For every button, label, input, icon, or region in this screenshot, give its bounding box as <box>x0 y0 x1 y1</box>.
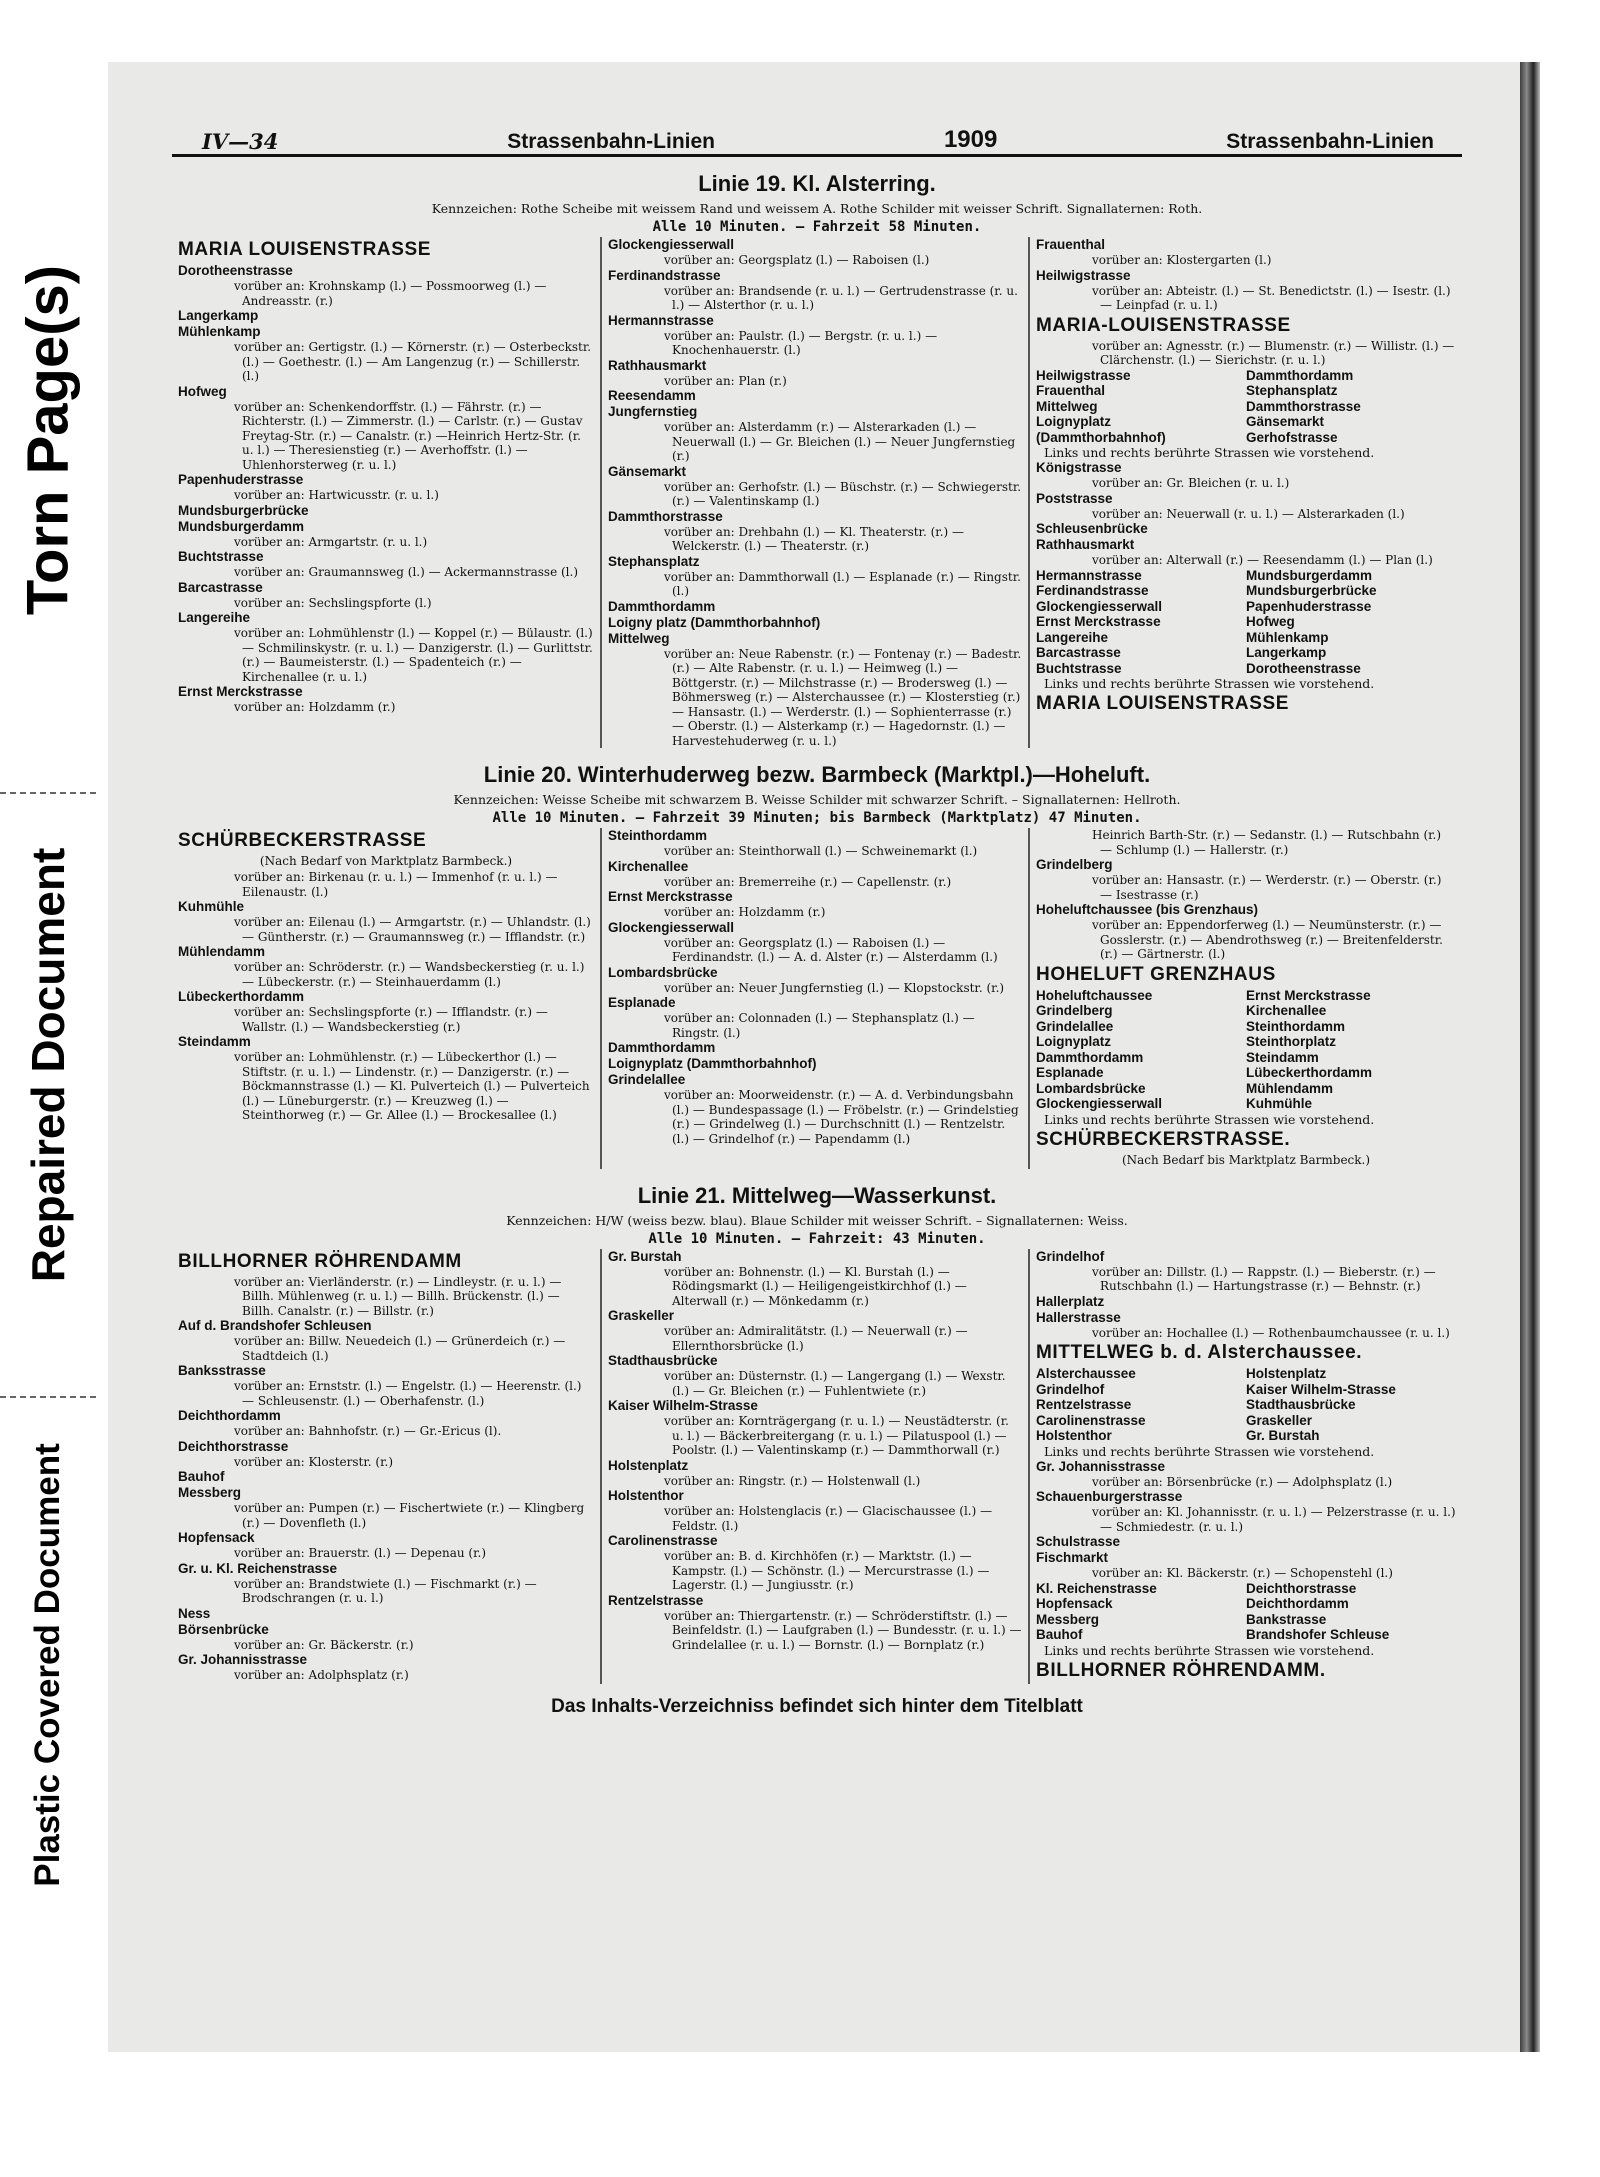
stop-name: Papenhuderstrasse <box>178 472 304 487</box>
page-content <box>172 120 1462 1718</box>
passing-streets: vorüber an: Holzdamm (r.) <box>234 700 396 714</box>
stop-name: Mittelweg <box>608 630 670 646</box>
scanned-page <box>108 62 1520 2052</box>
stop-name: Dammthordamm <box>608 598 716 614</box>
stop-name: Grindelhof <box>1036 1381 1105 1397</box>
stop-name: Ferdinandstrasse <box>608 267 721 283</box>
timetable-sections <box>172 171 1462 1684</box>
stop-name: Börsenbrücke <box>178 1621 269 1637</box>
line-title: Linie 19. Kl. Alsterring. <box>698 171 936 196</box>
passing-streets: vorüber an: Pumpen (r.) — Fischertwiete (r.) — Klingberg (r.) — Dovenfleth (l.) <box>234 1501 585 1530</box>
stop-name: Königstrasse <box>1036 460 1122 475</box>
passing-streets: Heinrich Barth-Str. (r.) — Sedanstr. (l.) — Rutschbahn (r.) — Schlump (l.) — Hallerstr. (r.) <box>1092 828 1442 857</box>
stop-name: Holstenthor <box>608 1488 684 1503</box>
passing-streets: vorüber an: Holstenglacis (r.) — Glacischaussee (l.) — Feldstr. (l.) <box>664 1504 993 1533</box>
stop-name: Hallerplatz <box>1036 1293 1105 1309</box>
passing-streets: vorüber an: Thiergartenstr. (r.) — Schröderstiftstr. (l.) — Beinfeldstr. (l.) — Laufgraben (l.) — Bundesstr. (r. u. l.) — Grindelallee (r. u. l.) — Bornstr. (l.) — Bornplatz (r.) <box>664 1608 1022 1652</box>
stop-name: Lombardsbrücke <box>1036 1080 1146 1096</box>
passing-streets: vorüber an: Georgsplatz (l.) — Raboisen (l.) <box>664 253 930 267</box>
stop-name: Schauenburgerstrasse <box>1036 1489 1183 1504</box>
terminus-note: (Nach Bedarf bis Marktplatz Barmbeck.) <box>1121 1152 1371 1167</box>
stop-name: Grindelallee <box>608 1072 686 1087</box>
route-column <box>600 828 1030 1169</box>
stop-name: Langerkamp <box>178 308 259 323</box>
stop-name: Rathhausmarkt <box>608 357 707 373</box>
stop-name: Jungfernstieg <box>608 404 698 419</box>
stop-name: Hofweg <box>1246 614 1295 629</box>
book-spine-edge <box>1518 62 1540 2052</box>
stop-name: Schulstrasse <box>1036 1534 1121 1549</box>
passing-streets: vorüber an: Neuerwall (r. u. l.) — Alsterarkaden (l.) <box>1092 506 1405 521</box>
passing-streets: vorüber an: Ernststr. (l.) — Engelstr. (l.) — Heerenstr. (l.) — Schleusenstr. (l.) — Oberhafenstr. (l.) <box>234 1379 582 1408</box>
stop-name: Ness <box>178 1605 211 1621</box>
sidebar-divider <box>0 1396 96 1398</box>
route-column <box>1030 828 1462 1169</box>
stop-name: Stadthausbrücke <box>1246 1397 1356 1412</box>
stop-name: Dammthordamm <box>1246 367 1354 383</box>
passing-streets: vorüber an: Klostergarten (l.) <box>1092 253 1272 267</box>
stop-name: Mühlendamm <box>178 944 266 959</box>
stop-name: Gr. Johannisstrasse <box>1036 1458 1166 1474</box>
stop-name: Kaiser Wilhelm-Strasse <box>1246 1381 1396 1397</box>
stop-name: Ernst Merckstrasse <box>608 889 733 904</box>
return-stops-list <box>1036 988 1456 1112</box>
stop-name: Kirchenallee <box>608 858 689 874</box>
terminus-name: BILLHORNER RÖHRENDAMM <box>178 1250 462 1272</box>
route-column <box>172 237 600 748</box>
passing-streets: vorüber an: Gr. Bleichen (r. u. l.) <box>1092 476 1290 490</box>
stop-name: Mundsburgerbrücke <box>1246 583 1377 598</box>
passing-streets: vorüber an: Schenkendorffstr. (l.) — Fährstr. (r.) — Richterstr. (l.) — Zimmerstr. (l.) — Carlstr. (r.) — Gustav Freytag-Str. (r.) — Canalstr. (r.) —Heinrich Hertz-Str. (r. u. l.) — Theresienstieg (r.) — Averhoffstr. (l.) — Uhlenhorsterweg (r. u. l.) <box>234 399 583 472</box>
return-stops-list <box>1036 1581 1456 1643</box>
route-column <box>172 1249 600 1684</box>
stop-name: Heilwigstrasse <box>1036 367 1131 383</box>
stop-name: Auf d. Brandshofer Schleusen <box>178 1318 372 1333</box>
terminus-name: MITTELWEG b. d. Alsterchaussee. <box>1036 1342 1363 1363</box>
route-columns <box>172 828 1462 1169</box>
line-title: Linie 21. Mittelweg—Wasserkunst. <box>637 1182 997 1208</box>
line-section <box>172 762 1462 1169</box>
stop-name: Poststrasse <box>1036 490 1113 506</box>
terminus-name: BILLHORNER RÖHRENDAMM. <box>1036 1659 1326 1681</box>
passing-streets: vorüber an: Hartwicusstr. (r. u. l.) <box>234 488 439 502</box>
stop-name: Langereihe <box>1036 629 1109 645</box>
stop-name: Glockengiesserwall <box>608 237 735 252</box>
route-column <box>600 237 1030 748</box>
passing-streets: vorüber an: Graumannsweg (l.) — Ackermannstrasse (l.) <box>234 565 579 579</box>
passing-streets: vorüber an: B. d. Kirchhöfen (r.) — Marktstr. (l.) — Kampstr. (l.) — Schönstr. (l.) — Mercurstrasse (l.) — Lagerstr. (l.) — Jungiusstr. (r.) <box>664 1549 990 1592</box>
running-header <box>172 120 1462 157</box>
stop-name: Dorotheenstrasse <box>178 263 293 278</box>
stop-name: Gänsemarkt <box>608 463 687 479</box>
stop-name: Brandshofer Schleuse <box>1246 1627 1390 1642</box>
line-section <box>172 1183 1462 1684</box>
passing-streets: vorüber an: Eppendorferweg (l.) — Neumünsterstr. (r.) — Gosslerstr. (r.) — Abendrothsweg (r.) — Breitenfelderstr. (r.) — Gärtnerstr. (l.) <box>1092 918 1443 961</box>
passing-streets: vorüber an: Steinthorwall (l.) — Schweinemarkt (l.) <box>664 844 978 858</box>
stop-name: Lübeckerthordamm <box>1246 1065 1373 1080</box>
stop-name: Ernst Merckstrasse <box>1036 614 1161 629</box>
line-frequency: Alle 10 Minuten. – Fahrzeit: 43 Minuten. <box>648 1230 986 1247</box>
stop-name: Gr. Burstah <box>1246 1428 1320 1443</box>
stop-name: Barcastrasse <box>1036 645 1121 660</box>
stop-name: Steindamm <box>178 1034 251 1049</box>
footer-note: Das Inhalts-Verzeichniss befindet sich hinter dem Titelblatt <box>551 1695 1083 1717</box>
terminus-name: MARIA LOUISENSTRASSE <box>1036 693 1290 714</box>
stop-name: Stadthausbrücke <box>608 1353 718 1368</box>
stop-name: Hermannstrasse <box>1036 567 1142 583</box>
passing-streets: vorüber an: Gertigstr. (l.) — Körnerstr. (r.) — Osterbeckstr. (l.) — Goethestr. (l.) — Am Langenzug (r.) — Schillerstr. (l.) <box>234 340 592 383</box>
stop-name: Holstenplatz <box>1246 1366 1327 1381</box>
stop-name: Grindelberg <box>1036 857 1113 872</box>
passing-streets: vorüber an: Holzdamm (r.) <box>664 905 826 919</box>
stop-name: Deichthorstrasse <box>1246 1580 1357 1596</box>
stop-name: Ferdinandstrasse <box>1036 583 1149 598</box>
passing-streets: vorüber an: Dillstr. (l.) — Rappstr. (l.) — Bieberstr. (r.) — Rutschbahn (l.) — Hartungstrasse (r.) — Behnstr. (r.) <box>1092 1264 1436 1293</box>
line-identifiers: Kennzeichen: Rothe Scheibe mit weissem Rand und weissem A. Rothe Schilder mit weisser Schrift. Signallaternen: Roth. <box>431 201 1203 216</box>
passing-streets: vorüber an: Gr. Bäckerstr. (r.) <box>234 1637 414 1652</box>
passing-streets: vorüber an: Börsenbrücke (r.) — Adolphsplatz (l.) <box>1092 1474 1393 1489</box>
stop-name: Kl. Reichenstrasse <box>1036 1580 1157 1596</box>
return-route-note: Links und rechts berührte Strassen wie vorstehend. <box>1044 676 1375 691</box>
passing-streets: vorüber an: Kornträgergang (r. u. l.) — Neustädterstr. (r. u. l.) — Bäckerbreitergang (r. u. l.) — Pilatuspool (l.) — Poolstr. (l.) — Valentinskamp (r.) — Dammthorwall (r.) <box>664 1414 1009 1457</box>
route-column <box>172 828 600 1169</box>
stop-name: Kirchenallee <box>1246 1003 1327 1018</box>
document-condition-sidebar <box>0 0 96 2177</box>
passing-streets: vorüber an: Neuer Jungfernstieg (l.) — Klopstockstr. (r.) <box>664 980 1005 995</box>
line-frequency: Alle 10 Minuten. – Fahrzeit 58 Minuten. <box>652 219 982 235</box>
stop-name: Deichthordamm <box>1246 1596 1349 1611</box>
passing-streets: vorüber an: Georgsplatz (l.) — Raboisen (l.) — Ferdinandstr. (l.) — A. d. Alster (r.) — Alsterdamm (l.) <box>664 935 998 964</box>
stop-name: Gerhofstrasse <box>1246 429 1338 445</box>
route-column <box>600 1249 1030 1684</box>
return-route-note: Links und rechts berührte Strassen wie vorstehend. <box>1044 445 1375 460</box>
passing-streets: vorüber an: Moorweidenstr. (r.) — A. d. Verbindungsbahn (l.) — Bundespassage (l.) — Fröbelstr. (r.) — Grindelstieg (r.) — Grindelweg (l.) — Durchschnitt (l.) — Rentzelstr. (l.) — Grindelhof (r.) — Papendamm (l.) <box>664 1088 1019 1146</box>
page-number: IV—34 <box>202 129 279 154</box>
stop-name: Lübeckerthordamm <box>178 989 305 1004</box>
stop-name: Loignyplatz (Dammthorbahnhof) <box>608 1056 817 1071</box>
stop-name: Mühlenkamp <box>178 324 261 339</box>
terminus-note: (Nach Bedarf von Marktplatz Barmbeck.) <box>259 854 513 868</box>
terminus-name: MARIA LOUISENSTRASSE <box>178 239 432 260</box>
passing-streets: vorüber an: Birkenau (r. u. l.) — Immenhof (r. u. l.) — Eilenaustr. (l.) <box>234 870 558 899</box>
stop-name: Messberg <box>1036 1611 1100 1627</box>
stop-name: Hoheluftchaussee (bis Grenzhaus) <box>1036 902 1259 917</box>
stop-name: Deichthordamm <box>178 1408 281 1423</box>
passing-streets: vorüber an: Ringstr. (r.) — Holstenwall (l.) <box>664 1473 921 1488</box>
stop-name: (Dammthorbahnhof) <box>1036 429 1166 445</box>
stop-name: Graskeller <box>1246 1412 1313 1428</box>
stop-name: Messberg <box>178 1485 242 1500</box>
stop-name: Glockengiesserwall <box>1036 1096 1163 1111</box>
line-identifiers: Kennzeichen: H/W (weiss bezw. blau). Blaue Schilder mit weisser Schrift. – Signallaternen: Weiss. <box>506 1212 1128 1228</box>
line-title: Linie 20. Winterhuderweg bezw. Barmbeck (Marktpl.)—Hoheluft. <box>483 762 1151 787</box>
passing-streets: vorüber an: Agnesstr. (r.) — Blumenstr. (r.) — Willistr. (l.) — Clärchenstr. (l.) — Sierichstr. (r. u. l.) <box>1092 338 1455 367</box>
stop-name: Carolinenstrasse <box>608 1533 718 1548</box>
stop-name: Mühlenkamp <box>1246 629 1329 645</box>
passing-streets: vorüber an: Alterwall (r.) — Reesendamm (l.) — Plan (l.) <box>1092 553 1433 567</box>
stop-name: Gänsemarkt <box>1246 414 1325 429</box>
stop-name: Dammthorstrasse <box>608 508 723 524</box>
terminus-name: SCHÜRBECKERSTRASSE <box>178 830 427 851</box>
stop-name: Rathhausmarkt <box>1036 537 1135 552</box>
passing-streets: vorüber an: Dammthorwall (l.) — Esplanade (r.) — Ringstr. (l.) <box>664 569 1021 598</box>
route-column <box>1030 237 1462 748</box>
stop-name: Hopfensack <box>1036 1596 1113 1611</box>
passing-streets: vorüber an: Billw. Neuedeich (l.) — Grünerdeich (r.) — Stadtdeich (l.) <box>234 1334 566 1363</box>
stop-name: Heilwigstrasse <box>1036 267 1131 283</box>
passing-streets: vorüber an: Armgartstr. (r. u. l.) <box>234 534 428 549</box>
stop-name: Steinthordamm <box>1246 1018 1346 1034</box>
stop-name: Mundsburgerbrücke <box>178 502 309 518</box>
stop-name: Reesendamm <box>608 388 696 403</box>
stop-name: Mittelweg <box>1036 398 1098 414</box>
stop-name: Graskeller <box>608 1308 675 1323</box>
stop-name: Bauhof <box>1036 1627 1083 1642</box>
passing-streets: vorüber an: Gerhofstr. (l.) — Büschstr. (r.) — Schwiegerstr. (r.) — Valentinskamp (l.) <box>664 479 1022 508</box>
stop-name: Ernst Merckstrasse <box>1246 987 1371 1003</box>
stop-name: Hermannstrasse <box>608 312 714 328</box>
stop-name: Dorotheenstrasse <box>1246 660 1361 676</box>
stop-name: Stephansplatz <box>1246 383 1338 398</box>
stop-name: Loignyplatz <box>1036 1034 1111 1049</box>
stop-name: Kuhmühle <box>178 899 244 914</box>
line-frequency: Alle 10 Minuten. – Fahrzeit 39 Minuten; bis Barmbeck (Marktplatz) 47 Minuten. <box>492 810 1142 826</box>
passing-streets: vorüber an: Plan (r.) <box>664 373 787 388</box>
stop-name: Mühlendamm <box>1246 1080 1334 1096</box>
stop-name: Glockengiesserwall <box>608 919 735 935</box>
stop-name: Holstenthor <box>1036 1428 1112 1443</box>
passing-streets: vorüber an: Abteistr. (l.) — St. Benedictstr. (l.) — Isestr. (l.) — Leinpfad (r. u. l.) <box>1092 283 1451 312</box>
stop-name: Gr. Burstah <box>608 1248 682 1264</box>
passing-streets: vorüber an: Admiralitätstr. (l.) — Neuerwall (r.) — Ellernthorsbrücke (l.) <box>664 1324 968 1353</box>
stop-name: Schleusenbrücke <box>1036 521 1148 536</box>
stop-name: Holstenplatz <box>608 1457 689 1473</box>
terminus-name: SCHÜRBECKERSTRASSE. <box>1036 1128 1291 1150</box>
return-route-note: Links und rechts berührte Strassen wie vorstehend. <box>1044 1111 1375 1127</box>
passing-streets: vorüber an: Brandstwiete (l.) — Fischmarkt (r.) — Brodschrangen (r. u. l.) <box>234 1576 537 1605</box>
stop-name: Dammthordamm <box>608 1040 716 1055</box>
passing-streets: vorüber an: Brauerstr. (l.) — Depenau (r.) <box>234 1546 487 1560</box>
passing-streets: vorüber an: Hochallee (l.) — Rothenbaumchaussee (r. u. l.) <box>1092 1325 1450 1340</box>
stop-name: Kuhmühle <box>1246 1096 1312 1111</box>
stop-name: Steinthordamm <box>608 828 708 843</box>
return-stops-list <box>1036 368 1456 446</box>
passing-streets: vorüber an: Klosterstr. (r.) <box>234 1454 394 1469</box>
stop-name: Rentzelstrasse <box>608 1592 704 1608</box>
return-stops-list <box>1036 1366 1456 1444</box>
passing-streets: vorüber an: Colonnaden (l.) — Stephansplatz (l.) — Ringstr. (l.) <box>664 1011 975 1040</box>
passing-streets: vorüber an: Alsterdamm (r.) — Alsterarkaden (l.) — Neuerwall (l.) — Gr. Bleichen (l.) — Neuer Jungfernstieg (r.) <box>664 420 1016 463</box>
stop-name: Gr. u. Kl. Reichenstrasse <box>178 1560 338 1576</box>
passing-streets: vorüber an: Kl. Johannisstr. (r. u. l.) — Pelzerstrasse (r. u. l.) — Schmiedestr. (r. u. l.) <box>1092 1505 1456 1534</box>
stop-name: Grindelallee <box>1036 1018 1114 1034</box>
passing-streets: vorüber an: Vierländerstr. (r.) — Lindleystr. (r. u. l.) — Billh. Mühlenweg (r. u. l.) — Billh. Brückenstr. (l.) — Billh. Canalstr. (r.) — Billstr. (r.) <box>234 1274 562 1318</box>
passing-streets: vorüber an: Bremerreihe (r.) — Capellenstr. (r.) <box>664 874 952 889</box>
route-columns <box>172 1249 1462 1684</box>
passing-streets: vorüber an: Eilenau (l.) — Armgartstr. (r.) — Uhlandstr. (l.) — Güntherstr. (r.) — Graumannsweg (r.) — Ifflandstr. (r.) <box>234 915 591 944</box>
passing-streets: vorüber an: Sechslingspforte (r.) — Ifflandstr. (r.) — Wallstr. (l.) — Wandsbeckerstieg (r.) <box>234 1005 548 1034</box>
stop-name: Esplanade <box>1036 1065 1104 1080</box>
stop-name: Grindelberg <box>1036 1003 1113 1018</box>
stop-name: Buchtstrasse <box>1036 660 1122 676</box>
stop-name: Mundsburgerdamm <box>1246 567 1373 583</box>
stop-name: Hallerstrasse <box>1036 1309 1121 1325</box>
stop-name: Glockengiesserwall <box>1036 598 1163 614</box>
passing-streets: vorüber an: Lohmühlenstr. (r.) — Lübeckerthor (l.) — Stiftstr. (r. u. l.) — Lindenstr. (r.) — Danzigerstr. (r.) — Böckmannstrasse (l.) — Kl. Pulverteich (l.) — Pulverteich (l.) — Lüneburgerstr. (r.) — Kreuzweg (l.) — Steinthorweg (r.) — Gr. Allee (l.) — Brockesallee (l.) <box>234 1050 590 1122</box>
sidebar-divider <box>0 792 96 794</box>
route-columns <box>172 237 1462 748</box>
stop-name: Papenhuderstrasse <box>1246 598 1372 614</box>
stop-name: Frauenthal <box>1036 237 1106 252</box>
stop-name: Bauhof <box>178 1469 225 1484</box>
passing-streets: vorüber an: Bohnenstr. (l.) — Kl. Burstah (l.) — Rödingsmarkt (l.) — Heiligengeistkirchhof (l.) — Alterwall (r.) — Mönkedamm (r.) <box>664 1264 967 1308</box>
stop-name: Rentzelstrasse <box>1036 1397 1132 1412</box>
stop-name: Bankstrasse <box>1246 1611 1327 1627</box>
header-title-left: Strassenbahn-Linien <box>507 130 715 153</box>
stop-name: Frauenthal <box>1036 383 1106 398</box>
stop-name: Steinthorplatz <box>1246 1034 1336 1049</box>
stop-name: Carolinenstrasse <box>1036 1412 1146 1428</box>
header-title-right: Strassenbahn-Linien <box>1226 130 1434 153</box>
passing-streets: vorüber an: Drehbahn (l.) — Kl. Theaterstr. (r.) — Welckerstr. (l.) — Theaterstr. (r.) <box>664 524 964 553</box>
passing-streets: vorüber an: Brandsende (r. u. l.) — Gertrudenstrasse (r. u. l.) — Alsterthor (r. u. l.) <box>664 283 1018 312</box>
stop-name: Deichthorstrasse <box>178 1438 289 1454</box>
passing-streets: vorüber an: Lohmühlenstr (l.) — Koppel (r.) — Bülaustr. (l.) — Schmilinskystr. (r. u. l.) — Danzigerstr. (l.) — Gurlittstr. (r.) — Baumeisterstr. (l.) — Spadenteich (r.) — Kirchenallee (r. u. l.) <box>234 626 593 684</box>
route-column <box>1030 1249 1462 1684</box>
stop-name: Barcastrasse <box>178 579 263 595</box>
repaired-document-label: Repaired Document <box>22 847 74 1283</box>
terminus-name: MARIA-LOUISENSTRASSE <box>1036 314 1291 336</box>
stop-name: Hofweg <box>178 383 227 399</box>
torn-pages-label: Torn Page(s) <box>15 264 81 616</box>
passing-streets: vorüber an: Schröderstr. (r.) — Wandsbeckerstieg (r. u. l.) — Lübeckerstr. (r.) — Steinhauerdamm (l.) <box>234 960 585 989</box>
stop-name: Dammthorstrasse <box>1246 398 1361 414</box>
terminus-name: HOHELUFT GRENZHAUS <box>1036 963 1276 985</box>
line-section <box>172 171 1462 748</box>
stop-name: Grindelhof <box>1036 1248 1105 1264</box>
stop-name: Stephansplatz <box>608 553 700 569</box>
stop-name: Loignyplatz <box>1036 414 1111 429</box>
stop-name: Langereihe <box>178 610 251 625</box>
stop-name: Esplanade <box>608 995 676 1010</box>
stop-name: Buchtstrasse <box>178 549 264 564</box>
stop-name: Alsterchaussee <box>1036 1366 1136 1381</box>
stop-name: Kaiser Wilhelm-Strasse <box>608 1398 758 1413</box>
stop-name: Hopfensack <box>178 1530 255 1545</box>
line-identifiers: Kennzeichen: Weisse Scheibe mit schwarzem B. Weisse Schilder mit schwarzer Schrift. – Signallaternen: Hellroth. <box>453 792 1181 807</box>
passing-streets: vorüber an: Krohnskamp (l.) — Possmoorweg (l.) — Andreasstr. (r.) <box>234 279 547 308</box>
passing-streets: vorüber an: Bahnhofstr. (r.) — Gr.-Ericus (l). <box>234 1424 502 1438</box>
passing-streets: vorüber an: Neue Rabenstr. (r.) — Fontenay (r.) — Badestr. (r.) — Alte Rabenstr. (r. u. l.) — Heimweg (l.) — Böttgerstr. (r.) — Milchstrasse (r.) — Brodersweg (l.) — Böhmersweg (r.) — Alsterchaussee (r.) — Klosterstieg (r.) — Hansastr. (l.) — Werderstr. (l.) — Sophienterrasse (r.) — Oberstr. (l.) — Alsterkamp (r.) — Hagedornstr. (l.) — Harvestehuderweg (r. u. l.) <box>664 646 1022 748</box>
stop-name: Langerkamp <box>1246 645 1327 660</box>
passing-streets: vorüber an: Sechslingspforte (l.) <box>234 595 432 610</box>
return-route-note: Links und rechts berührte Strassen wie vorstehend. <box>1044 1443 1375 1459</box>
stop-name: Loigny platz (Dammthorbahnhof) <box>608 614 821 630</box>
passing-streets: vorüber an: Adolphsplatz (r.) <box>234 1668 409 1682</box>
plastic-covered-label: Plastic Covered Document <box>28 1443 67 1887</box>
return-route-note: Links und rechts berührte Strassen wie vorstehend. <box>1044 1642 1375 1658</box>
stop-name: Mundsburgerdamm <box>178 518 305 534</box>
stop-name: Ernst Merckstrasse <box>178 684 303 699</box>
stop-name: Banksstrasse <box>178 1363 266 1378</box>
stop-name: Dammthordamm <box>1036 1049 1144 1065</box>
header-year: 1909 <box>943 126 998 153</box>
passing-streets: vorüber an: Kl. Bäckerstr. (r.) — Schopenstehl (l.) <box>1092 1566 1393 1580</box>
passing-streets: vorüber an: Paulstr. (l.) — Bergstr. (r. u. l.) — Knochenhauerstr. (l.) <box>664 328 938 357</box>
passing-streets: vorüber an: Düsternstr. (l.) — Langergang (l.) — Wexstr. (l.) — Gr. Bleichen (r.) — Fuhlentwiete (r.) <box>664 1369 1006 1398</box>
stop-name: Lombardsbrücke <box>608 964 718 980</box>
stop-name: Steindamm <box>1246 1049 1319 1065</box>
return-stops-list <box>1036 568 1456 677</box>
stop-name: Fischmarkt <box>1036 1550 1109 1565</box>
passing-streets: vorüber an: Hansastr. (r.) — Werderstr. (r.) — Oberstr. (r.) — Isestrasse (r.) <box>1092 873 1442 902</box>
stop-name: Gr. Johannisstrasse <box>178 1652 308 1667</box>
stop-name: Hoheluftchaussee <box>1036 987 1153 1003</box>
